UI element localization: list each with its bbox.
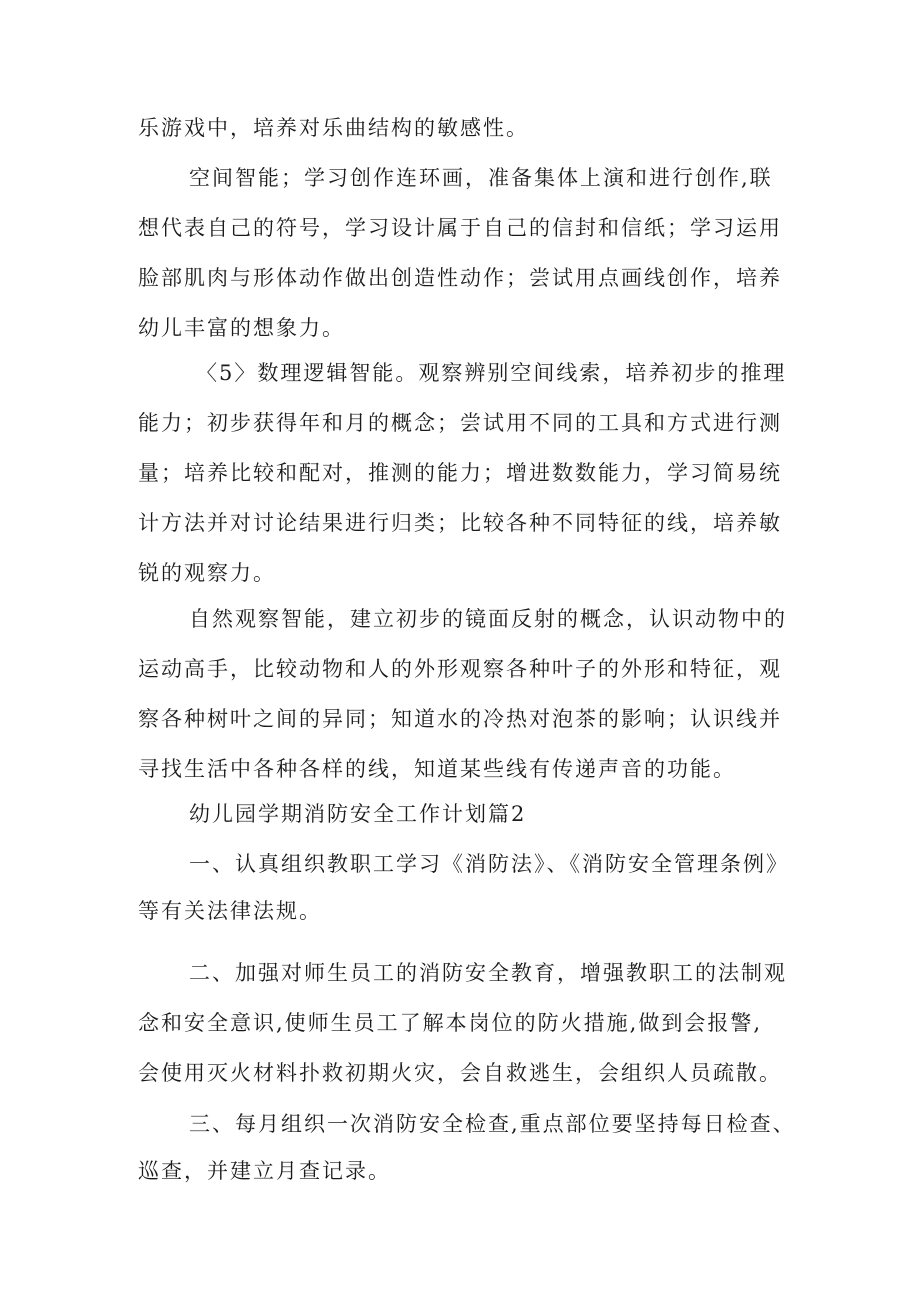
text-line: 想代表自己的符号，学习设计属于自己的信封和信纸；学习运用: [138, 216, 782, 240]
text-line: 脸部肌肉与形体动作做出创造性动作；尝试用点画线创作，培养: [138, 266, 782, 290]
text-line: 等有关法律法规。: [138, 899, 322, 923]
text-line: 乐游戏中，培养对乐曲结构的敏感性。: [138, 116, 529, 140]
text-line: 计方法并对讨论结果进行归类；比较各种不同特征的线，培养敏: [138, 511, 782, 535]
text-line: 念和安全意识,使师生员工了解本岗位的防火措施,做到会报警,: [138, 1011, 763, 1035]
text-line: 察各种树叶之间的异同；知道水的冷热对泡茶的影响；认识线并: [138, 707, 782, 731]
text-line: 一、认真组织教职工学习《消防法》、《消防安全管理条例》: [189, 852, 789, 876]
text-line: 运动高手，比较动物和人的外形观察各种叶子的外形和特征，观: [138, 657, 782, 681]
text-line: 量；培养比较和配对，推测的能力；增进数数能力，学习简易统: [138, 461, 782, 485]
text-line: 锐的观察力。: [138, 561, 276, 585]
text-line: 会使用灭火材料扑救初期火灾，会自救逃生，会组织人员疏散。: [138, 1061, 782, 1085]
text-line: 幼儿园学期消防安全工作计划篇2: [189, 802, 527, 826]
text-line: 〈5〉数理逻辑智能。观察辨别空间线索，培养初步的推理: [196, 361, 787, 385]
text-line: 三、每月组织一次消防安全检查,重点部位要坚持每日检查、: [189, 1112, 796, 1136]
text-line: 二、加强对师生员工的消防安全教育，增强教职工的法制观: [189, 961, 787, 985]
text-line: 自然观察智能，建立初步的镜面反射的概念，认识动物中的: [189, 607, 787, 631]
text-line: 空间智能；学习创作连环画，准备集体上演和进行创作,联: [189, 166, 773, 190]
text-line: 幼儿丰富的想象力。: [138, 316, 345, 340]
text-line: 巡查，并建立月查记录。: [138, 1159, 391, 1183]
text-line: 能力；初步获得年和月的概念；尝试用不同的工具和方式进行测: [138, 411, 782, 435]
text-line: 寻找生活中各种各样的线，知道某些线有传递声音的功能。: [138, 757, 736, 781]
